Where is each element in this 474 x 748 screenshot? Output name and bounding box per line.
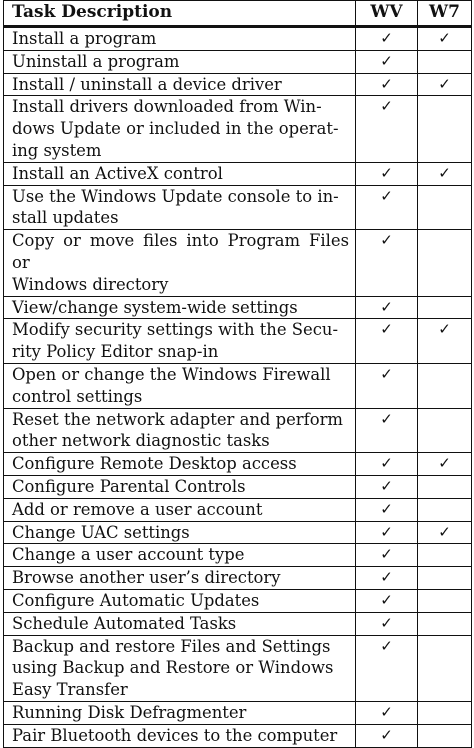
table-row: [4, 73, 472, 96]
task-description-cell: [4, 50, 356, 73]
table-body: [4, 27, 472, 748]
table-row: [4, 635, 472, 701]
task-description-line: Change a user account type: [12, 545, 245, 565]
table-row: [4, 521, 472, 544]
table-row: [4, 589, 472, 612]
task-description-cell: [4, 27, 356, 51]
task-description-line: Configure Remote Desktop access: [12, 454, 297, 474]
table-row: [4, 185, 472, 230]
checkmark-icon: ✓: [380, 499, 393, 518]
cell-wv: [356, 50, 418, 73]
table-row: [4, 567, 472, 590]
task-description-cell: [4, 589, 356, 612]
task-description-cell: [4, 185, 356, 230]
task-description-cell: [4, 498, 356, 521]
checkmark-icon: ✓: [380, 476, 393, 495]
header-windows-vista: WV: [356, 1, 418, 27]
task-description-line: Install drivers downloaded from Win-: [12, 97, 322, 117]
task-description-line: rity Policy Editor snap-in: [12, 342, 219, 362]
cell-w7: [418, 521, 472, 544]
cell-wv: [356, 724, 418, 747]
cell-wv: [356, 296, 418, 319]
cell-w7: [418, 73, 472, 96]
table-row: [4, 612, 472, 635]
task-description-line: Open or change the Windows Firewall: [12, 364, 331, 384]
cell-w7: [418, 162, 472, 185]
cell-w7: [418, 475, 472, 498]
task-description-line: Backup and restore Files and Settings: [12, 636, 331, 656]
table-row: [4, 319, 472, 364]
task-description-line: ing system: [12, 140, 102, 160]
cell-w7: [418, 96, 472, 162]
checkmark-icon: ✓: [380, 74, 393, 93]
cell-wv: [356, 73, 418, 96]
cell-wv: [356, 635, 418, 701]
task-description-line: Install / uninstall a device driver: [12, 74, 282, 94]
checkmark-icon: ✓: [438, 163, 451, 182]
task-description-cell: [4, 319, 356, 364]
table-row: [4, 363, 472, 408]
cell-wv: [356, 185, 418, 230]
task-description-line: Windows directory: [12, 274, 169, 294]
privilege-table-container: [3, 0, 471, 748]
task-description-line: Modify security settings with the Secu-: [12, 320, 338, 340]
task-description-line: dows Update or included in the operat-: [12, 119, 339, 139]
task-description-cell: [4, 521, 356, 544]
cell-w7: [418, 544, 472, 567]
task-description-cell: [4, 724, 356, 747]
cell-w7: [418, 724, 472, 747]
task-description-cell: [4, 453, 356, 476]
cell-wv: [356, 162, 418, 185]
cell-wv: [356, 544, 418, 567]
cell-wv: [356, 27, 418, 51]
checkmark-icon: ✓: [380, 725, 393, 744]
cell-wv: [356, 363, 418, 408]
task-description-line: Reset the network adapter and perform: [12, 409, 343, 429]
cell-wv: [356, 230, 418, 296]
task-description-line: other network diagnostic tasks: [12, 431, 270, 451]
task-description-cell: [4, 162, 356, 185]
task-description-cell: [4, 230, 356, 296]
table-row: [4, 724, 472, 747]
task-description-line: control settings: [12, 386, 143, 406]
table-row: [4, 475, 472, 498]
checkmark-icon: ✓: [438, 320, 451, 339]
cell-w7: [418, 635, 472, 701]
checkmark-icon: ✓: [380, 364, 393, 383]
checkmark-icon: ✓: [380, 613, 393, 632]
table-row: [4, 230, 472, 296]
task-description-line: Running Disk Defragmenter: [12, 702, 247, 722]
table-row: [4, 50, 472, 73]
task-description-line: Install a program: [12, 29, 157, 48]
table-row: [4, 408, 472, 453]
task-description-cell: [4, 296, 356, 319]
cell-w7: [418, 319, 472, 364]
checkmark-icon: ✓: [380, 186, 393, 205]
table-row: [4, 27, 472, 51]
task-description-cell: [4, 635, 356, 701]
task-description-line: Uninstall a program: [12, 51, 180, 71]
cell-wv: [356, 96, 418, 162]
checkmark-icon: ✓: [380, 522, 393, 541]
task-description-line: stall updates: [12, 208, 119, 228]
task-description-line: Copy or move files into Program Files or: [12, 231, 349, 272]
checkmark-icon: ✓: [380, 97, 393, 116]
checkmark-icon: ✓: [438, 29, 451, 47]
checkmark-icon: ✓: [380, 590, 393, 609]
cell-w7: [418, 27, 472, 51]
cell-w7: [418, 589, 472, 612]
task-description-cell: [4, 73, 356, 96]
table-row: [4, 701, 472, 724]
table-header-row: [4, 1, 472, 27]
task-description-line: using Backup and Restore or Windows: [12, 658, 334, 678]
checkmark-icon: ✓: [380, 545, 393, 564]
cell-w7: [418, 453, 472, 476]
cell-wv: [356, 567, 418, 590]
cell-wv: [356, 453, 418, 476]
header-windows-7: W7: [418, 1, 472, 27]
checkmark-icon: ✓: [380, 51, 393, 70]
cell-wv: [356, 408, 418, 453]
task-description-cell: [4, 363, 356, 408]
task-description-line: View/change system-wide settings: [12, 297, 298, 317]
task-description-line: Schedule Automated Tasks: [12, 613, 237, 633]
checkmark-icon: ✓: [380, 636, 393, 655]
cell-w7: [418, 363, 472, 408]
task-description-line: Install an ActiveX control: [12, 163, 223, 183]
cell-wv: [356, 521, 418, 544]
cell-w7: [418, 230, 472, 296]
task-description-cell: [4, 567, 356, 590]
checkmark-icon: ✓: [438, 454, 451, 473]
table-row: [4, 498, 472, 521]
cell-wv: [356, 498, 418, 521]
task-description-line: Use the Windows Update console to in-: [12, 186, 339, 206]
task-description-cell: [4, 544, 356, 567]
header-task-description: Task Description: [4, 1, 356, 27]
table-row: [4, 162, 472, 185]
checkmark-icon: ✓: [438, 522, 451, 541]
cell-w7: [418, 498, 472, 521]
table-row: [4, 96, 472, 162]
task-description-cell: [4, 701, 356, 724]
checkmark-icon: ✓: [380, 568, 393, 587]
task-description-cell: [4, 475, 356, 498]
task-description-cell: [4, 96, 356, 162]
task-description-line: Configure Parental Controls: [12, 476, 246, 496]
task-description-line: Configure Automatic Updates: [12, 590, 260, 610]
checkmark-icon: ✓: [380, 297, 393, 316]
cell-wv: [356, 319, 418, 364]
cell-wv: [356, 589, 418, 612]
task-privilege-table: [3, 0, 472, 748]
task-description-cell: [4, 612, 356, 635]
cell-wv: [356, 475, 418, 498]
task-description-line: Pair Bluetooth devices to the computer: [12, 725, 338, 745]
table-row: [4, 296, 472, 319]
cell-w7: [418, 185, 472, 230]
task-description-line: Easy Transfer: [12, 680, 128, 700]
checkmark-icon: ✓: [380, 163, 393, 182]
table-row: [4, 544, 472, 567]
checkmark-icon: ✓: [380, 409, 393, 428]
checkmark-icon: ✓: [380, 320, 393, 339]
checkmark-icon: ✓: [380, 702, 393, 721]
task-description-line: Browse another user’s directory: [12, 568, 281, 588]
cell-w7: [418, 408, 472, 453]
cell-wv: [356, 612, 418, 635]
cell-w7: [418, 50, 472, 73]
checkmark-icon: ✓: [438, 74, 451, 93]
table-row: [4, 453, 472, 476]
cell-w7: [418, 567, 472, 590]
task-description-line: Add or remove a user account: [12, 499, 263, 519]
cell-w7: [418, 612, 472, 635]
cell-wv: [356, 701, 418, 724]
task-description-cell: [4, 408, 356, 453]
cell-w7: [418, 296, 472, 319]
checkmark-icon: ✓: [380, 454, 393, 473]
checkmark-icon: ✓: [380, 231, 393, 250]
cell-w7: [418, 701, 472, 724]
checkmark-icon: ✓: [380, 29, 393, 47]
task-description-line: Change UAC settings: [12, 522, 190, 542]
